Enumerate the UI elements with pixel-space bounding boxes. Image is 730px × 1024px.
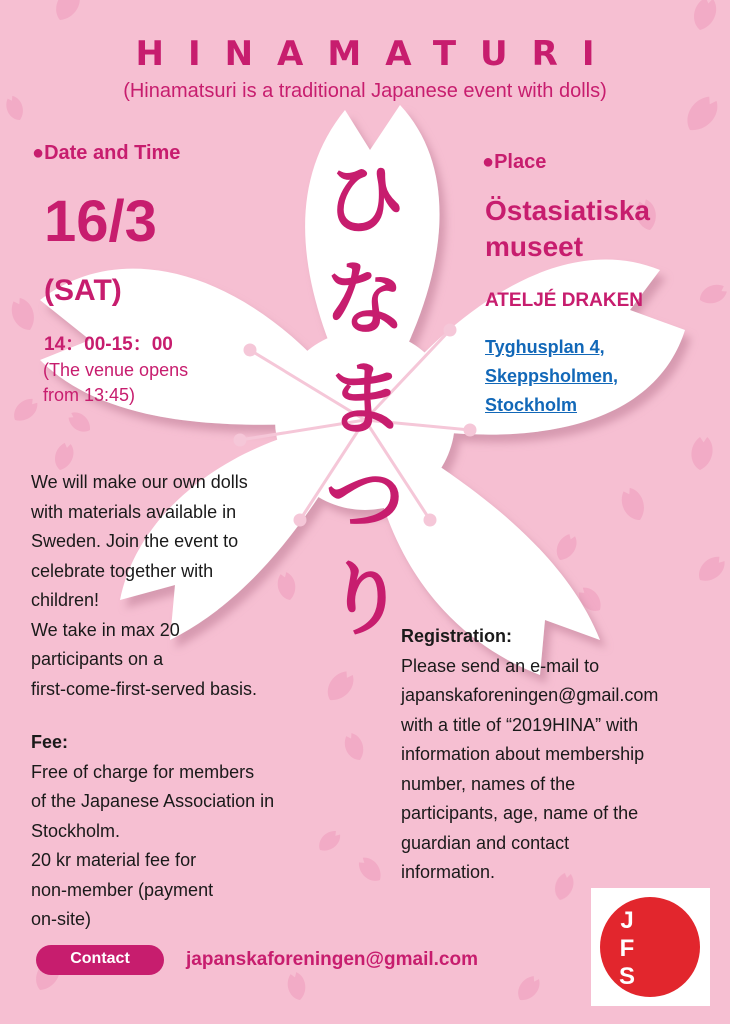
description-line: celebrate together with	[31, 560, 214, 581]
page-subtitle: (Hinamatsuri is a traditional Japanese event with dolls)	[123, 80, 607, 102]
jfs-logo	[591, 888, 710, 1006]
fee-line: of the Japanese Association in	[31, 791, 275, 811]
logo-letter: J	[620, 907, 634, 934]
venue-line: museet	[485, 231, 584, 262]
description-line: children!	[31, 590, 100, 610]
event-description	[31, 468, 257, 704]
fee-line: 20 kr material fee for	[31, 850, 197, 870]
fee-heading: Fee:	[31, 732, 69, 752]
registration-line: participants, age, name of the	[401, 803, 639, 823]
kana-char: つ	[325, 453, 405, 546]
note-line: from 13:45)	[43, 385, 136, 405]
contact-button[interactable]: Contact	[36, 945, 164, 975]
fee-line: non-member (payment	[31, 879, 214, 900]
registration-line: information about membership	[401, 744, 645, 764]
address-line[interactable]: Tyghusplan 4,	[485, 337, 605, 357]
page-title: HINAMATURI	[135, 34, 619, 74]
address-line[interactable]: Skeppsholmen,	[485, 366, 619, 386]
registration-line: Please send an e-mail to	[401, 655, 600, 676]
fee-section	[31, 728, 274, 935]
place-label: ●Place	[482, 151, 547, 173]
description-line: We take in max 20	[31, 619, 180, 640]
registration-section	[401, 622, 658, 888]
description-line: first-come-first-served basis.	[31, 678, 258, 699]
registration-heading: Registration:	[401, 626, 513, 646]
contact-email-link[interactable]: japanskaforeningen@gmail.com	[186, 949, 478, 970]
vertical-japanese-title	[310, 150, 420, 650]
date-time-label: ●Date and Time	[32, 142, 181, 164]
registration-line: guardian and contact	[401, 832, 570, 853]
event-day: (SAT)	[44, 274, 122, 307]
venue-open-note	[43, 358, 188, 408]
event-date: 16/3	[44, 189, 157, 254]
description-line: Sweden. Join the event to	[31, 531, 239, 551]
description-line: participants on a	[31, 649, 164, 669]
registration-line: with a title of “2019HINA” with	[401, 714, 639, 735]
event-time: 14：00-15：00	[44, 334, 173, 355]
address-link[interactable]	[485, 333, 618, 420]
logo-letter: S	[618, 963, 636, 990]
fee-line: on-site)	[31, 909, 92, 929]
fee-line: Free of charge for members	[31, 761, 255, 782]
venue-line: Östasiatiska	[485, 195, 650, 226]
jfs-logo-graphic	[591, 888, 710, 1006]
kana-char: ひ	[325, 153, 405, 246]
kana-char: な	[325, 253, 405, 346]
address-line[interactable]: Stockholm	[485, 395, 578, 415]
registration-line: number, names of the	[401, 773, 576, 794]
kana-char: ま	[325, 353, 405, 446]
fee-line: Stockholm.	[31, 820, 121, 841]
note-line: (The venue opens	[43, 360, 189, 380]
logo-letter: F	[619, 935, 635, 962]
logo-circle	[600, 897, 700, 997]
kana-char: り	[325, 553, 405, 646]
studio-name: ATELJÉ DRAKEN	[485, 290, 643, 311]
registration-email[interactable]: japanskaforeningen@gmail.com	[401, 685, 659, 705]
description-line: with materials available in	[31, 501, 237, 522]
registration-line: information.	[401, 862, 496, 882]
venue-name	[485, 193, 650, 265]
description-line: We will make our own dolls	[31, 472, 248, 492]
